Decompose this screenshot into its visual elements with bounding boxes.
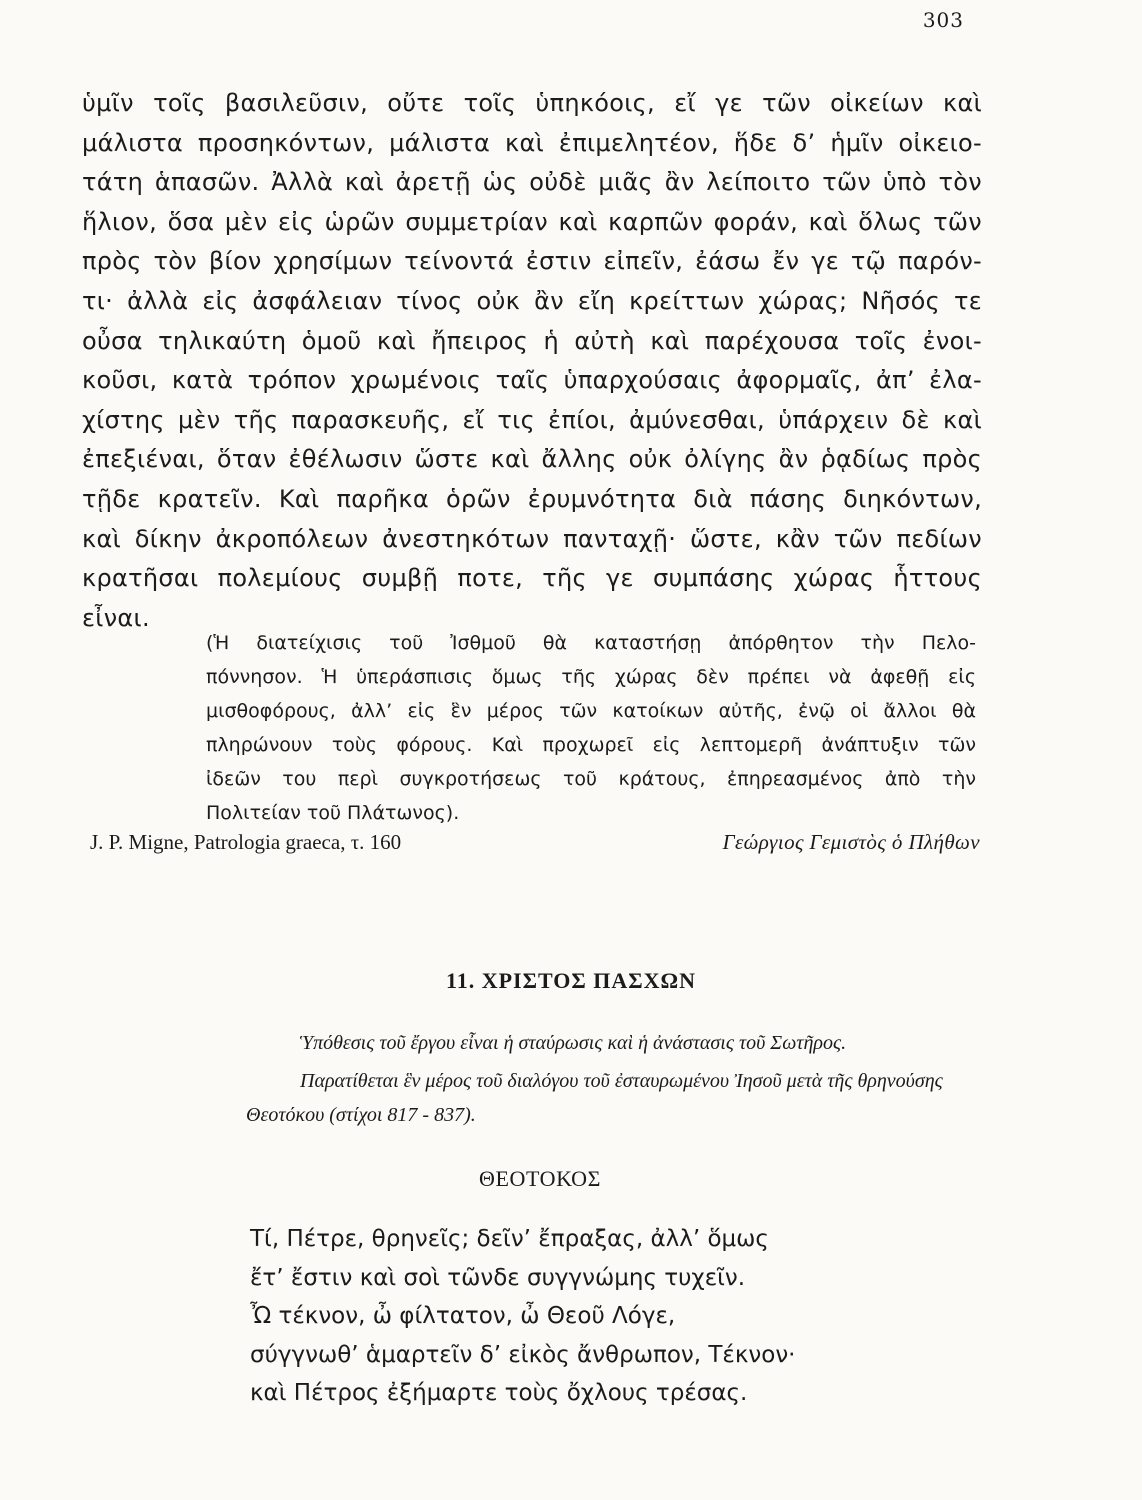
- note-line: ἰδεῶν του περὶ συγκροτήσεως τοῦ κράτους, ἐπηρεασμένος ἀπὸ τὴν: [206, 768, 976, 790]
- prose-line: εἶναι.: [82, 603, 150, 632]
- verse-line: Τί, Πέτρε, θρηνεῖς; δεῖν’ ἔπραξας, ἀλλ’ ὅμως: [250, 1226, 769, 1252]
- verse-line: ἔτ’ ἔστιν καὶ σοὶ τῶνδε συγγνώμης τυχεῖν.: [250, 1264, 746, 1291]
- note-line: Πολιτείαν τοῦ Πλάτωνος).: [206, 802, 460, 824]
- note-line: μισθοφόρους, ἀλλ’ εἰς ἓν μέρος τῶν κατοίκων αὐτῆς, ἐνῷ οἱ ἄλλοι θὰ: [206, 700, 976, 722]
- intro-paragraph: Παρατίθεται ἓν μέρος τοῦ διαλόγου τοῦ ἐσταυρωμένου Ἰησοῦ μετὰ τῆς θρηνούσης Θεοτόκου (στίχοι 817 - 837).: [246, 1070, 943, 1126]
- main-prose: [82, 84, 982, 638]
- prose-line: ὑμῖν τοῖς βασιλεῦσιν, οὔτε τοῖς ὑπηκόοις, εἴ γε τῶν οἰκείων καὶ: [82, 89, 982, 117]
- intro-paragraph: Ὑπόθεσις τοῦ ἔργου εἶναι ἡ σταύρωσις καὶ ἡ ἀνάστασις τοῦ Σωτῆρος.: [300, 1032, 847, 1054]
- section-intro: [246, 1026, 986, 1132]
- page-number: 303: [922, 8, 964, 32]
- prose-line: τι· ἀλλὰ εἰς ἀσφάλειαν τίνος οὐκ ἂν εἴη κρείττων χώρας; Νῆσός τε: [82, 286, 982, 315]
- verse-line: σύγγνωθ’ ἁμαρτεῖν δ’ εἰκὸς ἄνθρωπον, Τέκνον·: [250, 1341, 796, 1368]
- verse-block: [250, 1220, 870, 1413]
- note-line: (Ἡ διατείχισις τοῦ Ἰσθμοῦ θὰ καταστήσῃ ἀπόρθητον τὴν Πελο-: [206, 632, 976, 654]
- verse-line: καὶ Πέτρος ἐξήμαρτε τοὺς ὄχλους τρέσας.: [250, 1380, 748, 1406]
- prose-line: καὶ δίκην ἀκροπόλεων ἀνεστηκότων πανταχῇ· ὥστε, κἂν τῶν πεδίων: [82, 524, 982, 553]
- prose-line: κρατῆσαι πολεμίους συμβῇ ποτε, τῆς γε συμπάσης χώρας ἧττους: [82, 564, 982, 593]
- section-heading: 11. ΧΡΙΣΤΟΣ ΠΑΣΧΩΝ: [445, 968, 697, 993]
- note-line: πληρώνουν τοὺς φόρους. Καὶ προχωρεῖ εἰς λεπτομερῆ ἀνάπτυξιν τῶν: [206, 734, 976, 756]
- citation-author: Γεώργιος Γεμιστὸς ὁ Πλήθων: [722, 830, 980, 854]
- verse-line: Ὦ τέκνον, ὦ φίλτατον, ὦ Θεοῦ Λόγε,: [250, 1303, 676, 1329]
- speaker-name: ΘΕΟΤΟΚΟΣ: [478, 1166, 601, 1191]
- prose-line: πρὸς τὸν βίον χρησίμων τείνοντά ἐστιν εἰπεῖν, ἐάσω ἔν γε τῷ παρόν-: [82, 247, 982, 276]
- prose-line: τῇδε κρατεῖν. Καὶ παρῆκα ὁρῶν ἐρυμνότητα διὰ πάσης διηκόντων,: [82, 484, 982, 513]
- prose-line: κοῦσι, κατὰ τρόπον χρωμένοις ταῖς ὑπαρχούσαις ἀφορμαῖς, ἀπ’ ἐλα-: [82, 366, 982, 395]
- prose-line: οὖσα τηλικαύτη ὁμοῦ καὶ ἤπειρος ἡ αὐτὴ καὶ παρέχουσα τοῖς ἐνοι-: [82, 326, 982, 355]
- commentary-note: [206, 626, 976, 830]
- prose-line: τάτη ἁπασῶν. Ἀλλὰ καὶ ἀρετῇ ὡς οὐδὲ μιᾶς ἂν λείποιτο τῶν ὑπὸ τὸν: [82, 168, 982, 197]
- note-line: πόννησον. Ἡ ὑπεράσπισις ὅμως τῆς χώρας δὲν πρέπει νὰ ἀφεθῇ εἰς: [206, 666, 976, 688]
- prose-line: μάλιστα προσηκόντων, μάλιστα καὶ ἐπιμελητέον, ἥδε δ’ ἡμῖν οἰκειο-: [82, 128, 982, 157]
- citation-source: J. P. Migne, Patrologia graeca, τ. 160: [90, 830, 402, 854]
- citation: [90, 830, 980, 855]
- prose-line: ἥλιον, ὅσα μὲν εἰς ὡρῶν συμμετρίαν καὶ καρπῶν φοράν, καὶ ὅλως τῶν: [82, 207, 982, 236]
- prose-line: χίστης μὲν τῆς παρασκευῆς, εἴ τις ἐπίοι, ἀμύνεσθαι, ὑπάρχειν δὲ καὶ: [82, 405, 982, 434]
- prose-line: ἐπεξιέναι, ὅταν ἐθέλωσιν ὥστε καὶ ἄλλης οὐκ ὀλίγης ἂν ῥᾳδίως πρὸς: [82, 445, 982, 474]
